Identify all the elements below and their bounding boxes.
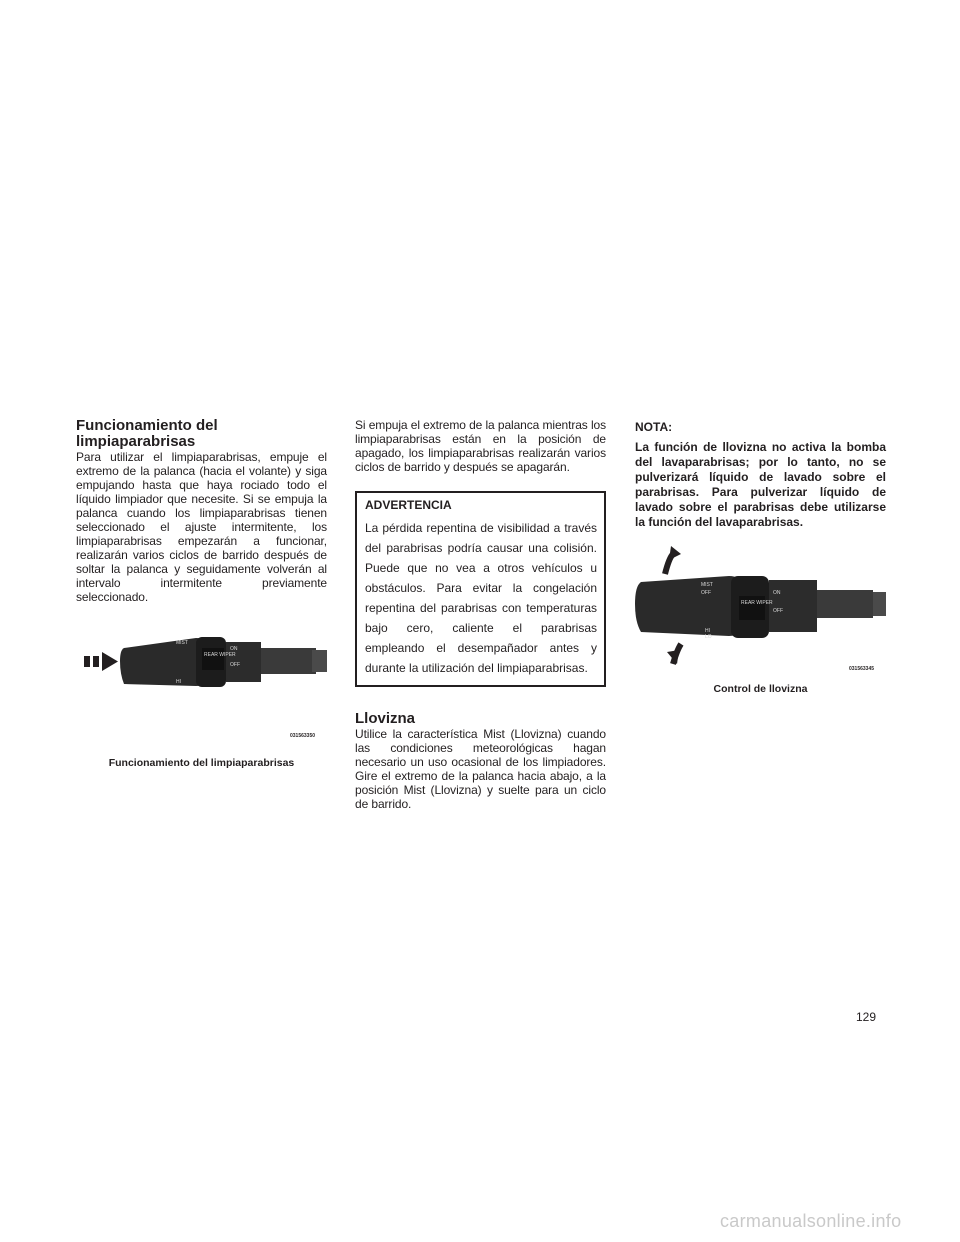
svg-text:OFF: OFF bbox=[773, 608, 783, 614]
watermark: carmanualsonline.info bbox=[720, 1211, 902, 1231]
svg-text:MIST: MIST bbox=[176, 640, 188, 646]
warning-title: ADVERTENCIA bbox=[365, 498, 452, 512]
mist-paragraph: Utilice la característica Mist (Llovizna) cuando las condiciones meteorológicas hagan necesario un uso ocasional de los limpiadores. Gire el extremo de la palanca hacia abajo, a la posición Mist (Llovizna) y suelte para un ciclo de barrido. bbox=[355, 727, 606, 811]
section-heading-mist: Llovizna bbox=[355, 710, 416, 727]
mist-lever-illustration bbox=[635, 546, 886, 674]
svg-text:OFF: OFF bbox=[230, 662, 240, 668]
off-position-paragraph: Si empuja el extremo de la palanca mientras los limpiaparabrisas están en la posición de apagado, los limpiaparabrisas realizarán varios ciclos de barrido y después se apagarán. bbox=[355, 418, 606, 474]
column-left bbox=[76, 418, 327, 769]
figure-code: 031563350 bbox=[290, 733, 316, 739]
lever-body bbox=[120, 637, 327, 687]
svg-text:HI: HI bbox=[176, 679, 181, 685]
lever-body bbox=[635, 576, 886, 640]
page-number: 129 bbox=[856, 1010, 877, 1024]
note-title: NOTA: bbox=[635, 420, 673, 434]
svg-text:OFF: OFF bbox=[701, 590, 711, 596]
push-arrow-icon bbox=[84, 652, 118, 671]
figure-caption: Control de llovizna bbox=[713, 683, 808, 695]
svg-text:ON: ON bbox=[773, 590, 781, 596]
section-heading-wiper: Funcionamiento del limpiaparabrisas bbox=[76, 417, 218, 450]
svg-text:REAR WIPER: REAR WIPER bbox=[741, 600, 773, 606]
warning-text: La pérdida repentina de visibilidad a través del parabrisas podría causar una colisión. Puede que no vea a otros vehículos u obstáculos. Para evitar la congelación repentina del parabrisas con temperaturas bajo cero, caliente el parabrisas empleando el desempañador antes y durante la utilización del limpiaparabrisas. bbox=[365, 521, 597, 675]
column-middle bbox=[355, 418, 606, 811]
figure-code: 031563345 bbox=[849, 666, 875, 672]
warning-box bbox=[355, 491, 606, 687]
rotate-up-arrow-icon bbox=[665, 546, 681, 574]
rotate-down-arrow-icon bbox=[667, 644, 681, 664]
wiper-lever-illustration bbox=[76, 628, 327, 748]
svg-text:MIST: MIST bbox=[701, 582, 713, 588]
wiper-paragraph: Para utilizar el limpiaparabrisas, empuje el extremo de la palanca (hacia el volante) y siga empujando hasta que haya rociado todo el líquido limpiador que necesite. Si se empuja la palanca cuando los limpiaparabrisas tienen seleccionado el ajuste intermitente, los limpiaparabrisas empezarán a funcionar, realizarán varios ciclos de barrido después de soltar la palanca y seguidamente volverán al intervalo intermitente previamente seleccionado. bbox=[76, 450, 327, 604]
svg-text:LO: LO bbox=[705, 634, 712, 640]
svg-text:HI: HI bbox=[705, 628, 710, 634]
column-right bbox=[635, 418, 886, 695]
wiper-figure bbox=[76, 628, 327, 769]
note-text: La función de llovizna no activa la bomba del lavaparabrisas; por lo tanto, no se pulverizará líquido de lavado sobre el parabrisas. Para pulverizar líquido de lavado sobre el parabrisas debe utilizarse la función del lavaparabrisas. bbox=[635, 440, 886, 529]
svg-text:REAR WIPER: REAR WIPER bbox=[204, 652, 236, 658]
figure-caption: Funcionamiento del limpiaparabrisas bbox=[108, 757, 295, 769]
mist-figure bbox=[635, 546, 886, 695]
svg-text:ON: ON bbox=[230, 646, 238, 652]
